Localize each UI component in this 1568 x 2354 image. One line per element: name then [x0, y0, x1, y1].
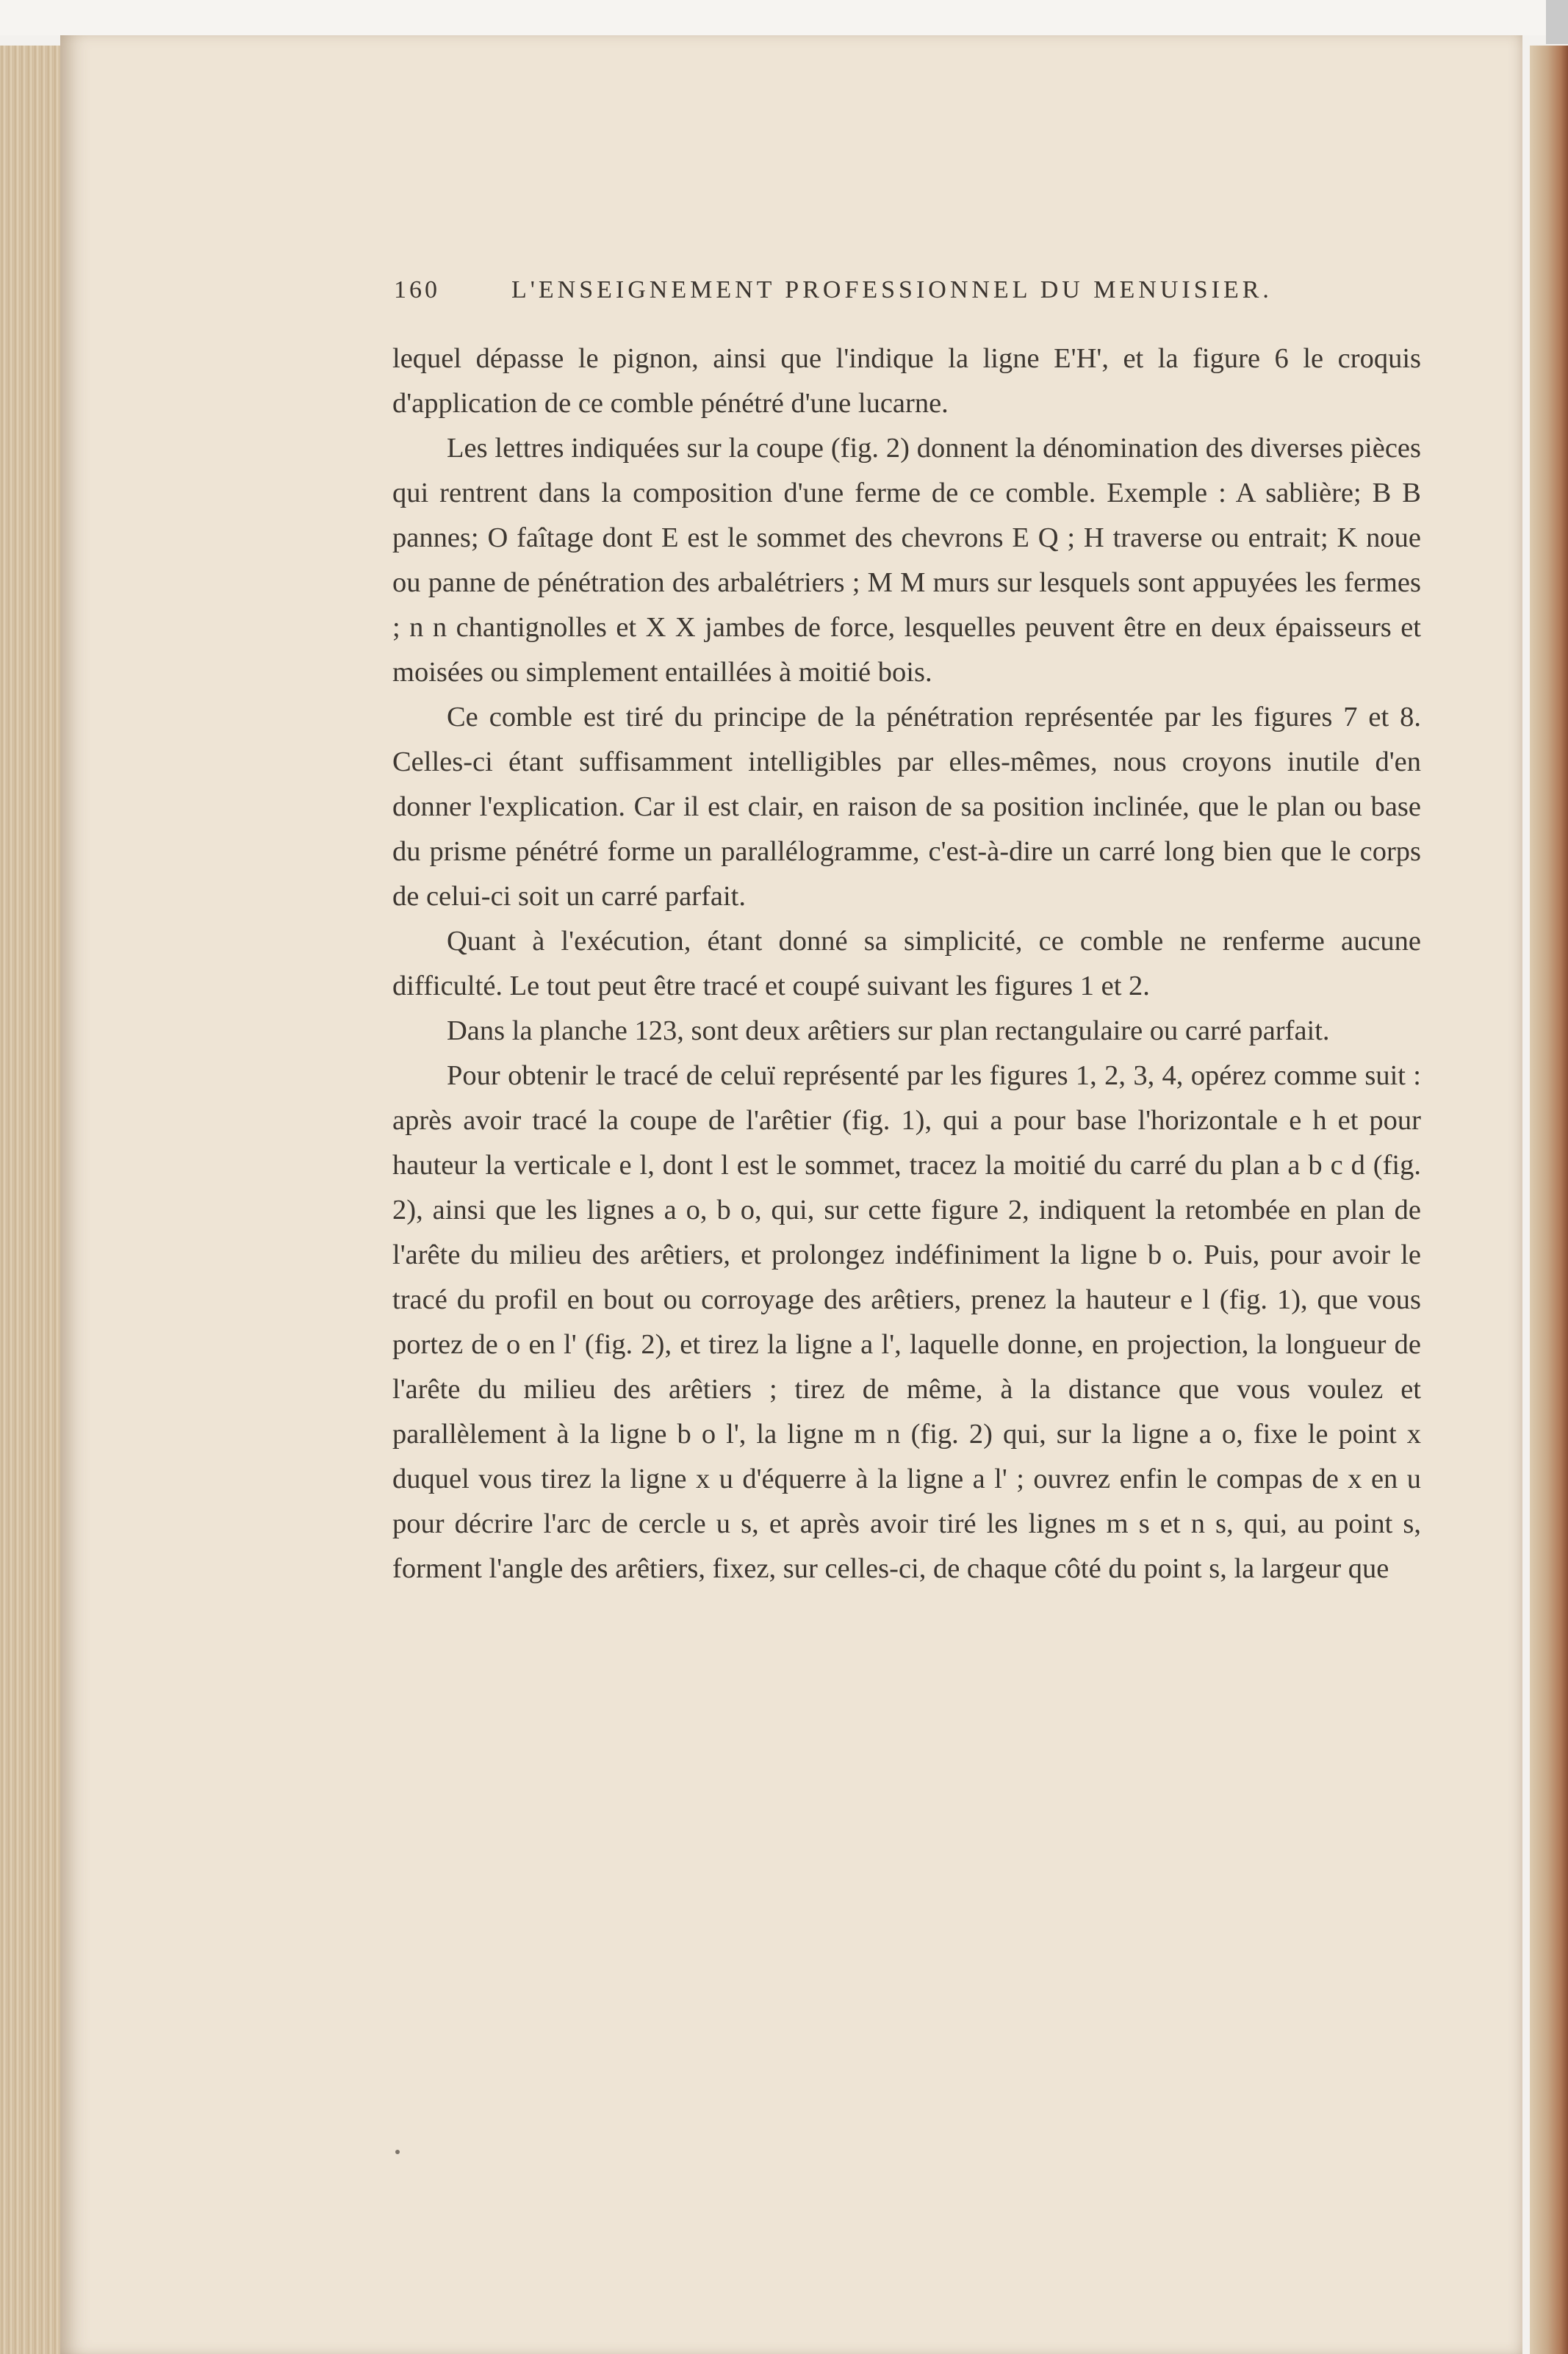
page-number: 160 [394, 276, 440, 303]
running-title: L'ENSEIGNEMENT PROFESSIONNEL DU MENUISIER. [511, 276, 1273, 303]
paragraph: Ce comble est tiré du principe de la pénétration représentée par les figures 7 et 8. Celles-ci étant suffisamment intelligibles par elles-mêmes, nous croyons inutile d'en donner l'explication. Car il est clair, en raison de sa position inclinée, que le plan ou base du prisme pénétré forme un parallélogramme, c'est-à-dire un carré long bien que le corps de celui-ci soit un carré parfait. [392, 702, 1421, 912]
paragraph: Pour obtenir le tracé de celuï représenté par les figures 1, 2, 3, 4, opérez comme suit : après avoir tracé la coupe de l'arêtier (fig. 1), qui a pour base l'horizontale e h et pour hauteur la verticale e l, dont l est le sommet, tracez la moitié du carré du plan a b c d (fig. 2), ainsi que les lignes a o, b o, qui, sur cette figure 2, indiquent la retombée en plan de l'arête du milieu des arêtiers, et prolongez indéfiniment la ligne b o. Puis, pour avoir le tracé du profil en bout ou corroyage des arêtiers, prenez la hauteur e l (fig. 1), que vous portez de o en l' (fig. 2), et tirez la ligne a l', laquelle donne, en projection, la longueur de l'arête du milieu des arêtiers ; tirez de même, à la distance que vous voulez et parallèlement à la ligne b o l', la ligne m n (fig. 2) qui, sur la ligne a o, fixe le point x duquel vous tirez la ligne x u d'équerre à la ligne a l' ; ouvrez enfin le compas de x en u pour décrire l'arc de cercle u s, et après avoir tiré les lignes m s et n s, qui, au point s, forment l'angle des arêtiers, fixez, sur celles-ci, de chaque côté du point s, la largeur que [392, 1060, 1421, 1584]
book-page-edges-left [0, 46, 66, 2354]
paragraph: Quant à l'exécution, étant donné sa simplicité, ce comble ne renferme aucune difficulté. Le tout peut être tracé et coupé suivant les figures 1 et 2. [392, 926, 1421, 1001]
body-text [392, 336, 1421, 1591]
paragraph: Les lettres indiquées sur la coupe (fig. 2) donnent la dénomination des diverses pièces qui rentrent dans la composition d'une ferme de ce comble. Exemple : A sablière; B B pannes; O faîtage dont E est le sommet des chevrons E Q ; H traverse ou entrait; K noue ou panne de pénétration des arbalétriers ; M M murs sur lesquels sont appuyées les fermes ; n n chantignolles et X X jambes de force, lesquelles peuvent être en deux épaisseurs et moisées ou simplement entaillées à moitié bois. [392, 433, 1421, 688]
page-header [394, 276, 1423, 313]
scan-corner-tab [1546, 0, 1568, 44]
ink-speck [395, 2150, 400, 2154]
scan-background-top [0, 0, 1568, 35]
book-cover-edge-right [1530, 46, 1568, 2354]
paragraph: Dans la planche 123, sont deux arêtiers sur plan rectangulaire ou carré parfait. [447, 1015, 1330, 1046]
paragraph: lequel dépasse le pignon, ainsi que l'indique la ligne E'H', et la figure 6 le croquis d'application de ce comble pénétré d'une lucarne. [392, 343, 1421, 419]
